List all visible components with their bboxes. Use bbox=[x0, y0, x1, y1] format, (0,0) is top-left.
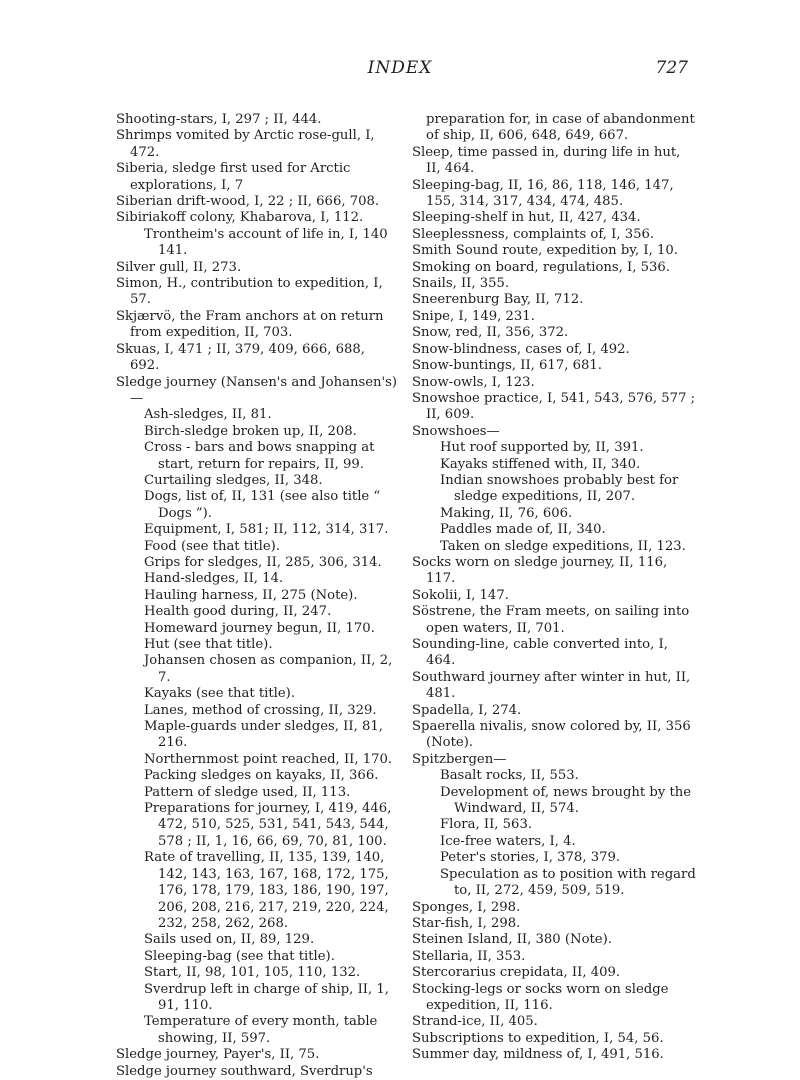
index-entry: Söstrene, the Fram meets, on sailing into open waters, II, 701. bbox=[412, 604, 690, 636]
index-entry: Socks worn on sledge journey, II, 116, 117. bbox=[412, 554, 668, 587]
index-subentry: Basalt rocks, II, 553. bbox=[440, 768, 579, 784]
index-subentry: Ash-sledges, II, 81. bbox=[144, 407, 272, 423]
index-entry: Sounding-line, cable converted into, I, 464. bbox=[412, 637, 668, 669]
index-subentry: Kayaks (see that title). bbox=[144, 686, 296, 702]
index-subentry: Food (see that title). bbox=[144, 538, 280, 554]
index-entry: Smoking on board, regulations, I, 536. bbox=[412, 259, 670, 275]
index-entry: Snowshoes— bbox=[412, 423, 500, 439]
index-entry: Stocking-legs or socks worn on sledge expedition, II, 116. bbox=[412, 981, 669, 1013]
index-entry: Sleeplessness, complaints of, I, 356. bbox=[412, 226, 655, 242]
index-subentry: Kayaks stiffened with, II, 340. bbox=[440, 456, 641, 472]
index-subentry: Making, II, 76, 606. bbox=[440, 505, 573, 521]
index-entry: Shooting-stars, I, 297 ; II, 444. bbox=[116, 112, 322, 127]
index-subentry: Grips for sledges, II, 285, 306, 314. bbox=[144, 554, 382, 570]
index-subentry: Homeward journey begun, II, 170. bbox=[144, 620, 375, 636]
index-subentry: Hand-sledges, II, 14. bbox=[144, 571, 284, 587]
index-entry: Spadella, I, 274. bbox=[412, 702, 522, 718]
index-entry: Stellaria, II, 353. bbox=[412, 948, 526, 964]
index-entry: Sleeping-bag, II, 16, 86, 118, 146, 147, 155, 314, 317, 434, 474, 485. bbox=[412, 177, 674, 210]
index-subentry: Packing sledges on kayaks, II, 366. bbox=[144, 768, 379, 784]
index-entry: Subscriptions to expedition, I, 54, 56. bbox=[412, 1030, 664, 1046]
index-entry: Snow, red, II, 356, 372. bbox=[412, 325, 569, 341]
index-subentry: Indian snowshoes probably best for sledge expeditions, II, 207. bbox=[440, 472, 679, 505]
index-subentry: Rate of travelling, II, 135, 139, 140, 142, 143, 163, 167, 168, 172, 175, 176, 178, 179, 183, 186, 190, 197, 206, 208, 216, 217, 219, 220, 224, 232, 258, 262, 268. bbox=[144, 850, 389, 931]
index-entry: Sledge journey (Nansen's and Johansen's)— bbox=[116, 374, 398, 406]
index-subentry: Ice-free waters, I, 4. bbox=[440, 833, 576, 849]
index-entry: Stercorarius crepidata, II, 409. bbox=[412, 965, 621, 981]
index-entry: Snow-blindness, cases of, I, 492. bbox=[412, 341, 630, 357]
index-entry: Snow-buntings, II, 617, 681. bbox=[412, 358, 602, 374]
index-subentry: Health good during, II, 247. bbox=[144, 604, 332, 620]
index-entry: Shrimps vomited by Arctic rose-gull, I, 472. bbox=[116, 128, 375, 160]
index-subentry: Start, II, 98, 101, 105, 110, 132. bbox=[144, 965, 361, 981]
index-entry: Sibiriakoff colony, Khabarova, I, 112. bbox=[116, 210, 364, 226]
index-subentry: Temperature of every month, table showing, II, 597. bbox=[144, 1014, 378, 1046]
index-entry: Silver gull, II, 273. bbox=[116, 259, 242, 275]
index-entry: preparation for, in case of abandonment of ship, II, 606, 648, 649, 667. bbox=[426, 112, 695, 144]
index-entry: Sokolii, I, 147. bbox=[412, 587, 509, 603]
index-entry: Sleeping-shelf in hut, II, 427, 434. bbox=[412, 210, 641, 226]
index-entry: Simon, H., contribution to expedition, I, 57. bbox=[116, 276, 383, 308]
index-entry: Snipe, I, 149, 231. bbox=[412, 308, 535, 324]
index-entry: Spaerella nivalis, snow colored by, II, 356 (Note). bbox=[412, 719, 691, 751]
index-entry: Strand-ice, II, 405. bbox=[412, 1014, 538, 1030]
index-subentry: Maple-guards under sledges, II, 81, 216. bbox=[144, 719, 383, 751]
index-entry: Snails, II, 355. bbox=[412, 276, 510, 292]
index-entry: Sleep, time passed in, during life in hut, II, 464. bbox=[412, 144, 681, 177]
index-subentry: Sails used on, II, 89, 129. bbox=[144, 932, 315, 948]
index-subentry: Birch-sledge broken up, II, 208. bbox=[144, 423, 357, 439]
index-entry: Skjærvö, the Fram anchors at on return from expedition, II, 703. bbox=[116, 308, 384, 341]
index-entry: Spitzbergen— bbox=[412, 751, 507, 767]
page-title: INDEX bbox=[367, 58, 433, 78]
index-subentry: Flora, II, 563. bbox=[440, 817, 533, 833]
running-header bbox=[112, 58, 688, 82]
index-entry: Siberia, sledge first used for Arctic explorations, I, 7 bbox=[116, 161, 351, 193]
index-entry: Snow-owls, I, 123. bbox=[412, 374, 535, 390]
index-entry: Summer day, mildness of, I, 491, 516. bbox=[412, 1047, 664, 1063]
index-entry: Sponges, I, 298. bbox=[412, 899, 521, 915]
index-subentry: Peter's stories, I, 378, 379. bbox=[440, 850, 621, 866]
index-entry: Sledge journey southward, Sverdrup's bbox=[116, 1063, 373, 1079]
index-subentry: Equipment, I, 581; II, 112, 314, 317. bbox=[144, 522, 389, 538]
index-entry: Southward journey after winter in hut, II, 481. bbox=[412, 669, 691, 702]
index-subentry: Pattern of sledge used, II, 113. bbox=[144, 784, 351, 800]
index-entry: Siberian drift-wood, I, 22 ; II, 666, 708. bbox=[116, 194, 380, 210]
index-subentry: Development of, news brought by the Windward, II, 574. bbox=[440, 784, 692, 817]
index-subentry: Hut (see that title). bbox=[144, 637, 273, 652]
index-subentry: Sverdrup left in charge of ship, II, 1, 91, 110. bbox=[144, 981, 389, 1013]
index-entry: Snowshoe practice, I, 541, 543, 576, 577 ; II, 609. bbox=[412, 390, 696, 423]
index-subentry: Preparations for journey, I, 419, 446, 472, 510, 525, 531, 541, 543, 544, 578 ; II, 1, 16, 66, 69, 70, 81, 100. bbox=[144, 801, 392, 849]
index-subentry: Paddles made of, II, 340. bbox=[440, 522, 606, 538]
index-subentry: Hauling harness, II, 275 (Note). bbox=[144, 587, 358, 603]
index-subentry: Dogs, list of, II, 131 (see also title “ Dogs ”). bbox=[144, 489, 381, 521]
index-subentry: Taken on sledge expeditions, II, 123. bbox=[440, 538, 686, 554]
index-subentry: Johansen chosen as companion, II, 2, 7. bbox=[144, 653, 393, 685]
index-subentry: Lanes, method of crossing, II, 329. bbox=[144, 702, 377, 718]
index-entry: Sneerenburg Bay, II, 712. bbox=[412, 292, 584, 308]
index-entry: Skuas, I, 471 ; II, 379, 409, 666, 688, 692. bbox=[116, 341, 365, 374]
index-subentry: Speculation as to position with regard to, II, 272, 459, 509, 519. bbox=[440, 866, 696, 899]
index-entry: Star-fish, I, 298. bbox=[412, 915, 521, 931]
index-column-left bbox=[116, 112, 398, 1080]
index-subentry: Northernmost point reached, II, 170. bbox=[144, 751, 393, 767]
index-subentry: Trontheim's account of life in, I, 140 141. bbox=[144, 226, 388, 259]
index-entry: Smith Sound route, expedition by, I, 10. bbox=[412, 243, 678, 259]
page-number: 727 bbox=[655, 58, 688, 78]
index-subentry: Curtailing sledges, II, 348. bbox=[144, 472, 323, 488]
index-entry: Sledge journey, Payer's, II, 75. bbox=[116, 1047, 320, 1063]
index-column-right bbox=[412, 112, 696, 1064]
index-subentry: Hut roof supported by, II, 391. bbox=[440, 440, 644, 456]
index-subentry: Cross - bars and bows snapping at start, return for repairs, II, 99. bbox=[144, 440, 375, 472]
index-entry: Steinen Island, II, 380 (Note). bbox=[412, 932, 612, 948]
index-subentry: Sleeping-bag (see that title). bbox=[144, 948, 335, 964]
